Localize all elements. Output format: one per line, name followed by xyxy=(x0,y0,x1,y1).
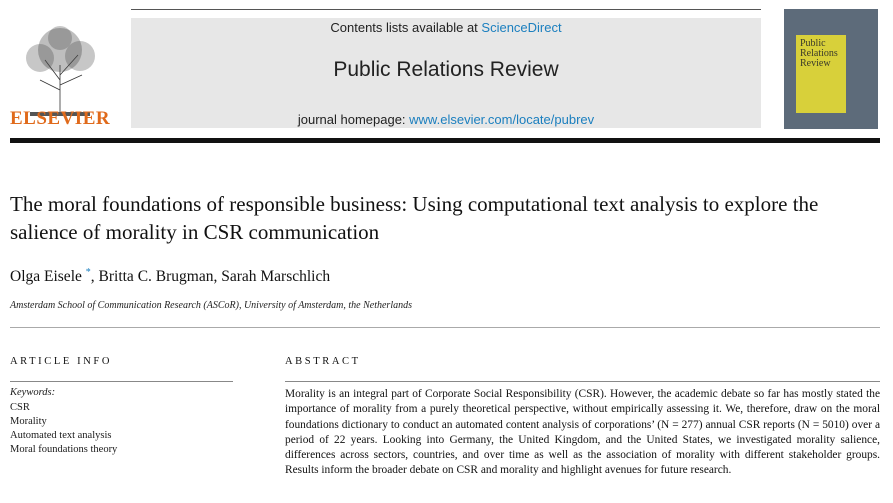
journal-cover[interactable] xyxy=(784,9,878,129)
contents-prefix: Contents lists available at xyxy=(330,20,482,35)
sciencedirect-link[interactable]: ScienceDirect xyxy=(481,20,562,35)
homepage-prefix: journal homepage: xyxy=(297,112,410,127)
cover-title: Public Relations Review xyxy=(800,38,838,69)
header-top-rule xyxy=(131,9,761,10)
corresponding-author-marker[interactable]: * xyxy=(85,267,91,278)
author-first[interactable]: Olga Eisele xyxy=(10,268,82,286)
publisher-logo-text: ELSEVIER xyxy=(10,108,111,129)
keywords-label: Keywords: xyxy=(10,387,56,398)
author-rest[interactable]: , Britta C. Brugman, Sarah Marschlich xyxy=(90,268,331,286)
abstract-heading: ABSTRACT xyxy=(285,356,361,367)
article-info-rule xyxy=(10,381,233,382)
keywords-list xyxy=(10,401,117,457)
keyword-item: Automated text analysis xyxy=(10,430,112,441)
keyword-item: CSR xyxy=(10,402,30,413)
journal-title[interactable]: Public Relations Review xyxy=(333,58,559,81)
abstract-rule xyxy=(285,381,880,382)
homepage-link[interactable]: www.elsevier.com/locate/pubrev xyxy=(409,112,595,127)
article-title: The moral foundations of responsible business: Using computational text analysis to explore the salience of morality in CSR communication xyxy=(10,192,819,244)
affiliation: Amsterdam School of Communication Research (ASCoR), University of Amsterdam, the Netherlands xyxy=(10,300,412,311)
contents-line xyxy=(131,20,761,35)
keyword-item: Morality xyxy=(10,416,47,427)
article-info-heading: ARTICLE INFO xyxy=(10,356,113,367)
author-list xyxy=(10,267,330,286)
header-divider xyxy=(10,138,880,143)
keyword-item: Moral foundations theory xyxy=(10,444,118,455)
title-divider xyxy=(10,327,880,328)
homepage-line xyxy=(131,112,761,127)
abstract-text: Morality is an integral part of Corporate Social Responsibility (CSR). However, the academic debate so far has mostly stated the importance of morality from a purely theoretical perspective, without empirically assessing it. We, therefore, draw on the moral foundations dictionary to conduct an automated content analysis of corporations’ (N = 277) annual CSR reports (N = 5010) over a period of 22 years. Looking into Germany, the United Kingdom, and the United States, we investigated morality salience, differences across sectors, countries, and over time as well as the association of morality with different stakeholder groups. Results inform the broader debate on CSR and morality and highlight avenues for future research. xyxy=(285,388,880,477)
